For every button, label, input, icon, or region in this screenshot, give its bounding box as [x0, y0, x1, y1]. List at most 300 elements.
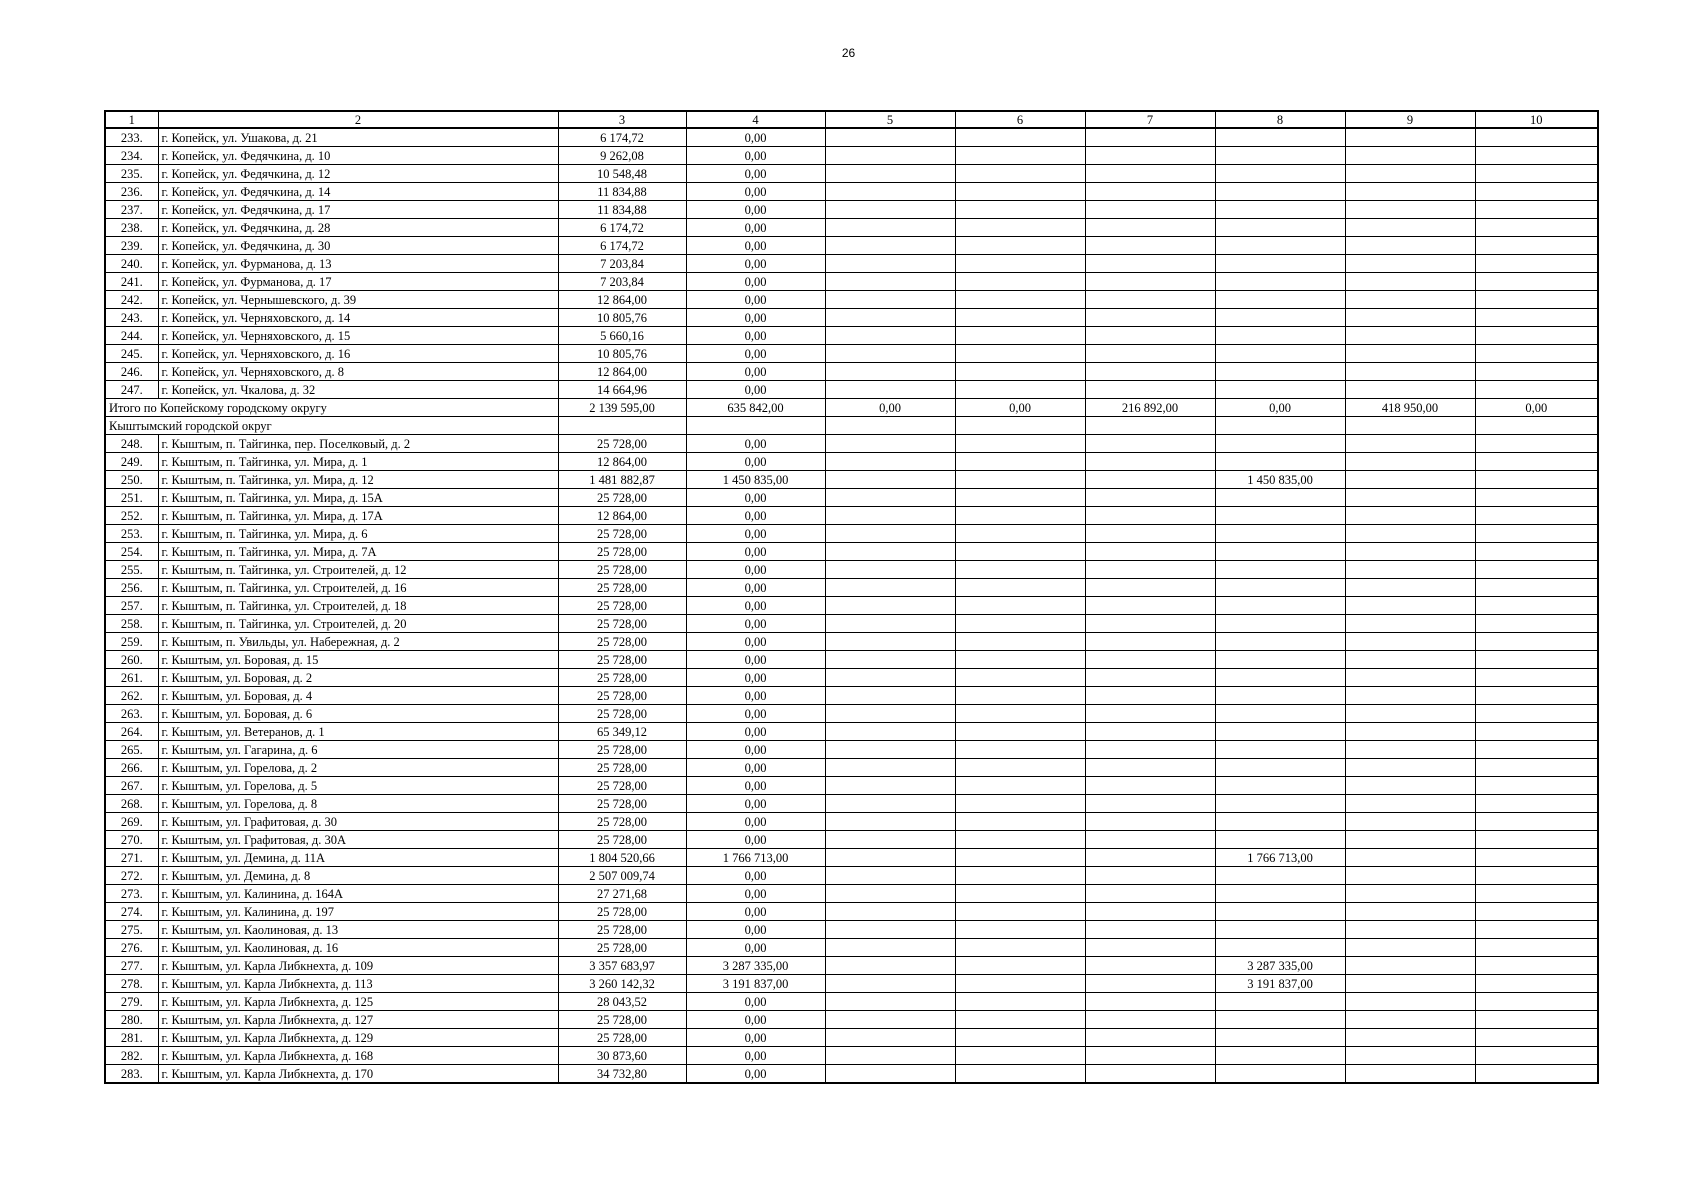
value-cell	[955, 1047, 1085, 1065]
address-cell: г. Кыштым, ул. Карла Либкнехта, д. 129	[158, 1029, 558, 1047]
value-cell: 2 507 009,74	[558, 867, 686, 885]
value-cell: 25 728,00	[558, 597, 686, 615]
total-cell: 2 139 595,00	[558, 399, 686, 417]
value-cell	[955, 147, 1085, 165]
value-cell	[1475, 669, 1598, 687]
value-cell: 10 805,76	[558, 309, 686, 327]
value-cell: 3 287 335,00	[686, 957, 825, 975]
value-cell	[825, 975, 955, 993]
row-number: 253.	[105, 525, 158, 543]
value-cell: 12 864,00	[558, 291, 686, 309]
value-cell: 0,00	[686, 291, 825, 309]
row-number: 234.	[105, 147, 158, 165]
value-cell	[1215, 705, 1345, 723]
value-cell	[1475, 237, 1598, 255]
value-cell	[1475, 921, 1598, 939]
value-cell	[955, 705, 1085, 723]
value-cell	[1085, 867, 1215, 885]
value-cell: 0,00	[686, 453, 825, 471]
value-cell	[955, 867, 1085, 885]
row-number: 241.	[105, 273, 158, 291]
value-cell	[1345, 543, 1475, 561]
value-cell	[1475, 471, 1598, 489]
value-cell: 12 864,00	[558, 363, 686, 381]
value-cell: 1 804 520,66	[558, 849, 686, 867]
value-cell: 11 834,88	[558, 183, 686, 201]
value-cell	[1345, 471, 1475, 489]
value-cell	[1475, 1011, 1598, 1029]
value-cell: 3 191 837,00	[1215, 975, 1345, 993]
value-cell	[955, 453, 1085, 471]
value-cell	[825, 507, 955, 525]
table-row	[105, 507, 1598, 525]
value-cell	[955, 885, 1085, 903]
value-cell	[1345, 165, 1475, 183]
table-cell	[1085, 417, 1215, 435]
value-cell	[825, 291, 955, 309]
value-cell	[825, 543, 955, 561]
value-cell	[1215, 687, 1345, 705]
value-cell	[825, 867, 955, 885]
table-row	[105, 561, 1598, 579]
address-cell: г. Кыштым, ул. Калинина, д. 164А	[158, 885, 558, 903]
row-number: 273.	[105, 885, 158, 903]
value-cell: 0,00	[686, 309, 825, 327]
value-cell	[1475, 957, 1598, 975]
table-cell	[1345, 417, 1475, 435]
value-cell	[1085, 273, 1215, 291]
address-cell: г. Копейск, ул. Фурманова, д. 17	[158, 273, 558, 291]
column-header-7: 7	[1085, 111, 1215, 128]
value-cell	[1215, 237, 1345, 255]
address-cell: г. Копейск, ул. Федячкина, д. 10	[158, 147, 558, 165]
total-cell: 0,00	[825, 399, 955, 417]
value-cell	[1085, 561, 1215, 579]
value-cell	[955, 1011, 1085, 1029]
address-cell: г. Кыштым, ул. Горелова, д. 8	[158, 795, 558, 813]
value-cell: 27 271,68	[558, 885, 686, 903]
value-cell	[1215, 795, 1345, 813]
total-cell: 0,00	[1475, 399, 1598, 417]
value-cell	[825, 165, 955, 183]
row-number: 255.	[105, 561, 158, 579]
address-cell: г. Кыштым, п. Тайгинка, ул. Строителей, д. 20	[158, 615, 558, 633]
value-cell	[825, 219, 955, 237]
value-cell	[955, 507, 1085, 525]
table-row	[105, 183, 1598, 201]
address-cell: г. Кыштым, п. Тайгинка, ул. Строителей, д. 18	[158, 597, 558, 615]
value-cell	[1215, 489, 1345, 507]
value-cell	[1345, 489, 1475, 507]
table-row	[105, 723, 1598, 741]
address-cell: г. Копейск, ул. Федячкина, д. 12	[158, 165, 558, 183]
table-body	[105, 128, 1598, 1083]
value-cell: 7 203,84	[558, 273, 686, 291]
total-cell: 0,00	[955, 399, 1085, 417]
value-cell	[1345, 777, 1475, 795]
value-cell	[1345, 345, 1475, 363]
value-cell	[1345, 327, 1475, 345]
value-cell	[825, 777, 955, 795]
value-cell	[825, 633, 955, 651]
row-number: 265.	[105, 741, 158, 759]
value-cell: 0,00	[686, 651, 825, 669]
total-label: Итого по Копейскому городскому округу	[105, 399, 558, 417]
address-cell: г. Кыштым, ул. Каолиновая, д. 16	[158, 939, 558, 957]
row-number: 254.	[105, 543, 158, 561]
table-row	[105, 705, 1598, 723]
value-cell: 0,00	[686, 183, 825, 201]
table-row	[105, 1011, 1598, 1029]
value-cell: 7 203,84	[558, 255, 686, 273]
value-cell: 25 728,00	[558, 813, 686, 831]
value-cell: 1 450 835,00	[1215, 471, 1345, 489]
address-cell: г. Кыштым, ул. Боровая, д. 4	[158, 687, 558, 705]
table-row	[105, 939, 1598, 957]
value-cell	[1475, 435, 1598, 453]
value-cell	[955, 255, 1085, 273]
value-cell	[1215, 381, 1345, 399]
value-cell	[1475, 777, 1598, 795]
value-cell	[825, 813, 955, 831]
value-cell: 0,00	[686, 525, 825, 543]
row-number: 259.	[105, 633, 158, 651]
value-cell: 12 864,00	[558, 453, 686, 471]
row-number: 257.	[105, 597, 158, 615]
value-cell	[825, 525, 955, 543]
address-cell: г. Кыштым, п. Тайгинка, ул. Строителей, д. 12	[158, 561, 558, 579]
row-number: 269.	[105, 813, 158, 831]
value-cell: 0,00	[686, 273, 825, 291]
value-cell	[825, 705, 955, 723]
address-cell: г. Кыштым, ул. Карла Либкнехта, д. 125	[158, 993, 558, 1011]
value-cell	[955, 128, 1085, 147]
value-cell: 9 262,08	[558, 147, 686, 165]
value-cell: 25 728,00	[558, 489, 686, 507]
value-cell	[1215, 435, 1345, 453]
row-number: 242.	[105, 291, 158, 309]
value-cell	[1475, 741, 1598, 759]
value-cell: 25 728,00	[558, 939, 686, 957]
row-number: 248.	[105, 435, 158, 453]
address-cell: г. Кыштым, п. Тайгинка, ул. Мира, д. 17А	[158, 507, 558, 525]
value-cell	[955, 327, 1085, 345]
row-number: 281.	[105, 1029, 158, 1047]
row-number: 260.	[105, 651, 158, 669]
value-cell	[1085, 741, 1215, 759]
value-cell: 34 732,80	[558, 1065, 686, 1084]
address-cell: г. Кыштым, ул. Карла Либкнехта, д. 109	[158, 957, 558, 975]
table-row	[105, 1029, 1598, 1047]
table-cell	[1475, 417, 1598, 435]
table-header	[105, 111, 1598, 128]
value-cell	[1475, 309, 1598, 327]
value-cell: 0,00	[686, 507, 825, 525]
table-cell	[558, 417, 686, 435]
value-cell	[825, 615, 955, 633]
value-cell: 3 287 335,00	[1215, 957, 1345, 975]
table-row	[105, 525, 1598, 543]
row-number: 274.	[105, 903, 158, 921]
value-cell	[1345, 633, 1475, 651]
column-header-6: 6	[955, 111, 1085, 128]
value-cell	[1345, 1047, 1475, 1065]
value-cell	[955, 903, 1085, 921]
value-cell: 25 728,00	[558, 561, 686, 579]
value-cell	[1345, 615, 1475, 633]
value-cell	[1475, 453, 1598, 471]
value-cell	[1085, 183, 1215, 201]
value-cell	[955, 1065, 1085, 1084]
value-cell	[825, 128, 955, 147]
table-row	[105, 435, 1598, 453]
value-cell	[1085, 309, 1215, 327]
value-cell	[1215, 1011, 1345, 1029]
address-cell: г. Копейск, ул. Федячкина, д. 30	[158, 237, 558, 255]
table-row	[105, 543, 1598, 561]
value-cell	[1085, 165, 1215, 183]
table-row	[105, 921, 1598, 939]
value-cell	[1345, 147, 1475, 165]
value-cell	[1085, 795, 1215, 813]
value-cell	[1215, 813, 1345, 831]
row-number: 280.	[105, 1011, 158, 1029]
value-cell	[1345, 831, 1475, 849]
value-cell: 0,00	[686, 165, 825, 183]
value-cell	[1345, 453, 1475, 471]
row-number: 246.	[105, 363, 158, 381]
value-cell	[1215, 453, 1345, 471]
value-cell	[1085, 345, 1215, 363]
value-cell	[1085, 147, 1215, 165]
value-cell	[1345, 957, 1475, 975]
value-cell: 0,00	[686, 1011, 825, 1029]
value-cell	[1345, 975, 1475, 993]
value-cell	[1215, 633, 1345, 651]
value-cell	[1475, 183, 1598, 201]
value-cell	[955, 939, 1085, 957]
value-cell	[825, 939, 955, 957]
address-cell: г. Кыштым, ул. Гагарина, д. 6	[158, 741, 558, 759]
row-number: 239.	[105, 237, 158, 255]
value-cell	[1475, 128, 1598, 147]
value-cell	[1215, 327, 1345, 345]
table-row	[105, 741, 1598, 759]
value-cell	[1215, 579, 1345, 597]
value-cell	[1215, 921, 1345, 939]
table-row	[105, 273, 1598, 291]
value-cell: 30 873,60	[558, 1047, 686, 1065]
value-cell	[1345, 507, 1475, 525]
value-cell	[955, 993, 1085, 1011]
value-cell	[1085, 128, 1215, 147]
value-cell: 0,00	[686, 579, 825, 597]
value-cell	[1085, 327, 1215, 345]
value-cell: 0,00	[686, 597, 825, 615]
value-cell	[1215, 525, 1345, 543]
address-cell: г. Кыштым, ул. Ветеранов, д. 1	[158, 723, 558, 741]
table-row	[105, 957, 1598, 975]
value-cell: 11 834,88	[558, 201, 686, 219]
value-cell	[1345, 273, 1475, 291]
value-cell	[1475, 903, 1598, 921]
value-cell: 25 728,00	[558, 669, 686, 687]
address-cell: г. Кыштым, ул. Боровая, д. 2	[158, 669, 558, 687]
value-cell	[1345, 813, 1475, 831]
table-row	[105, 831, 1598, 849]
value-cell	[955, 921, 1085, 939]
value-cell: 25 728,00	[558, 1011, 686, 1029]
table-row	[105, 885, 1598, 903]
value-cell	[1475, 849, 1598, 867]
value-cell	[1345, 939, 1475, 957]
table-row	[105, 579, 1598, 597]
value-cell	[1215, 201, 1345, 219]
address-cell: г. Кыштым, ул. Карла Либкнехта, д. 127	[158, 1011, 558, 1029]
value-cell	[825, 381, 955, 399]
value-cell: 0,00	[686, 219, 825, 237]
value-cell	[1475, 273, 1598, 291]
column-header-1: 1	[105, 111, 158, 128]
value-cell	[825, 1065, 955, 1084]
value-cell: 28 043,52	[558, 993, 686, 1011]
value-cell	[955, 597, 1085, 615]
address-cell: г. Кыштым, п. Увильды, ул. Набережная, д. 2	[158, 633, 558, 651]
value-cell	[1215, 885, 1345, 903]
value-cell	[1085, 993, 1215, 1011]
value-cell	[825, 903, 955, 921]
table-row	[105, 597, 1598, 615]
value-cell	[1215, 561, 1345, 579]
address-cell: г. Кыштым, ул. Демина, д. 11А	[158, 849, 558, 867]
value-cell	[1475, 543, 1598, 561]
table-row	[105, 777, 1598, 795]
value-cell: 0,00	[686, 489, 825, 507]
row-number: 277.	[105, 957, 158, 975]
value-cell	[825, 435, 955, 453]
value-cell	[1085, 813, 1215, 831]
value-cell: 0,00	[686, 255, 825, 273]
value-cell	[1085, 597, 1215, 615]
value-cell	[1345, 795, 1475, 813]
value-cell	[955, 813, 1085, 831]
value-cell	[825, 651, 955, 669]
value-cell	[1215, 363, 1345, 381]
value-cell	[1085, 489, 1215, 507]
value-cell	[1085, 435, 1215, 453]
table-row	[105, 147, 1598, 165]
row-number: 238.	[105, 219, 158, 237]
row-number: 282.	[105, 1047, 158, 1065]
total-cell: 418 950,00	[1345, 399, 1475, 417]
value-cell	[1345, 1011, 1475, 1029]
value-cell	[1085, 525, 1215, 543]
value-cell	[1475, 561, 1598, 579]
table-row	[105, 813, 1598, 831]
table-row	[105, 1047, 1598, 1065]
value-cell: 25 728,00	[558, 777, 686, 795]
value-cell	[1085, 1011, 1215, 1029]
value-cell: 1 481 882,87	[558, 471, 686, 489]
value-cell	[955, 561, 1085, 579]
row-number: 235.	[105, 165, 158, 183]
section-row	[105, 417, 1598, 435]
row-number: 278.	[105, 975, 158, 993]
address-cell: г. Кыштым, п. Тайгинка, ул. Мира, д. 7А	[158, 543, 558, 561]
value-cell	[1345, 525, 1475, 543]
value-cell	[1475, 993, 1598, 1011]
value-cell	[1085, 381, 1215, 399]
value-cell: 25 728,00	[558, 525, 686, 543]
value-cell: 25 728,00	[558, 705, 686, 723]
value-cell	[825, 921, 955, 939]
table-row	[105, 363, 1598, 381]
value-cell	[1475, 795, 1598, 813]
value-cell	[1085, 831, 1215, 849]
value-cell: 6 174,72	[558, 237, 686, 255]
value-cell	[955, 543, 1085, 561]
value-cell	[1215, 831, 1345, 849]
value-cell	[1475, 507, 1598, 525]
address-cell: г. Копейск, ул. Чернышевского, д. 39	[158, 291, 558, 309]
value-cell	[1215, 939, 1345, 957]
value-cell: 0,00	[686, 1029, 825, 1047]
value-cell: 0,00	[686, 921, 825, 939]
row-number: 271.	[105, 849, 158, 867]
value-cell	[1085, 957, 1215, 975]
value-cell: 0,00	[686, 561, 825, 579]
value-cell	[1085, 237, 1215, 255]
value-cell: 0,00	[686, 831, 825, 849]
value-cell	[955, 615, 1085, 633]
value-cell	[955, 633, 1085, 651]
table-cell	[1215, 417, 1345, 435]
value-cell	[955, 741, 1085, 759]
row-number: 263.	[105, 705, 158, 723]
value-cell: 25 728,00	[558, 1029, 686, 1047]
value-cell	[1215, 723, 1345, 741]
row-number: 258.	[105, 615, 158, 633]
value-cell: 0,00	[686, 147, 825, 165]
address-cell: г. Кыштым, ул. Горелова, д. 5	[158, 777, 558, 795]
value-cell	[1345, 867, 1475, 885]
table-row	[105, 975, 1598, 993]
table-row	[105, 687, 1598, 705]
value-cell: 6 174,72	[558, 128, 686, 147]
table-row	[105, 1065, 1598, 1084]
value-cell	[1085, 471, 1215, 489]
value-cell	[1215, 597, 1345, 615]
address-cell: г. Копейск, ул. Федячкина, д. 17	[158, 201, 558, 219]
value-cell	[1345, 561, 1475, 579]
table-row	[105, 903, 1598, 921]
value-cell	[1475, 489, 1598, 507]
value-cell	[955, 471, 1085, 489]
value-cell	[955, 345, 1085, 363]
value-cell: 0,00	[686, 723, 825, 741]
value-cell: 0,00	[686, 615, 825, 633]
value-cell	[955, 1029, 1085, 1047]
table-row	[105, 291, 1598, 309]
value-cell	[1215, 903, 1345, 921]
row-number: 237.	[105, 201, 158, 219]
value-cell: 0,00	[686, 363, 825, 381]
value-cell	[1475, 1029, 1598, 1047]
address-cell: г. Кыштым, ул. Горелова, д. 2	[158, 759, 558, 777]
value-cell: 0,00	[686, 128, 825, 147]
value-cell	[955, 363, 1085, 381]
value-cell	[1345, 903, 1475, 921]
